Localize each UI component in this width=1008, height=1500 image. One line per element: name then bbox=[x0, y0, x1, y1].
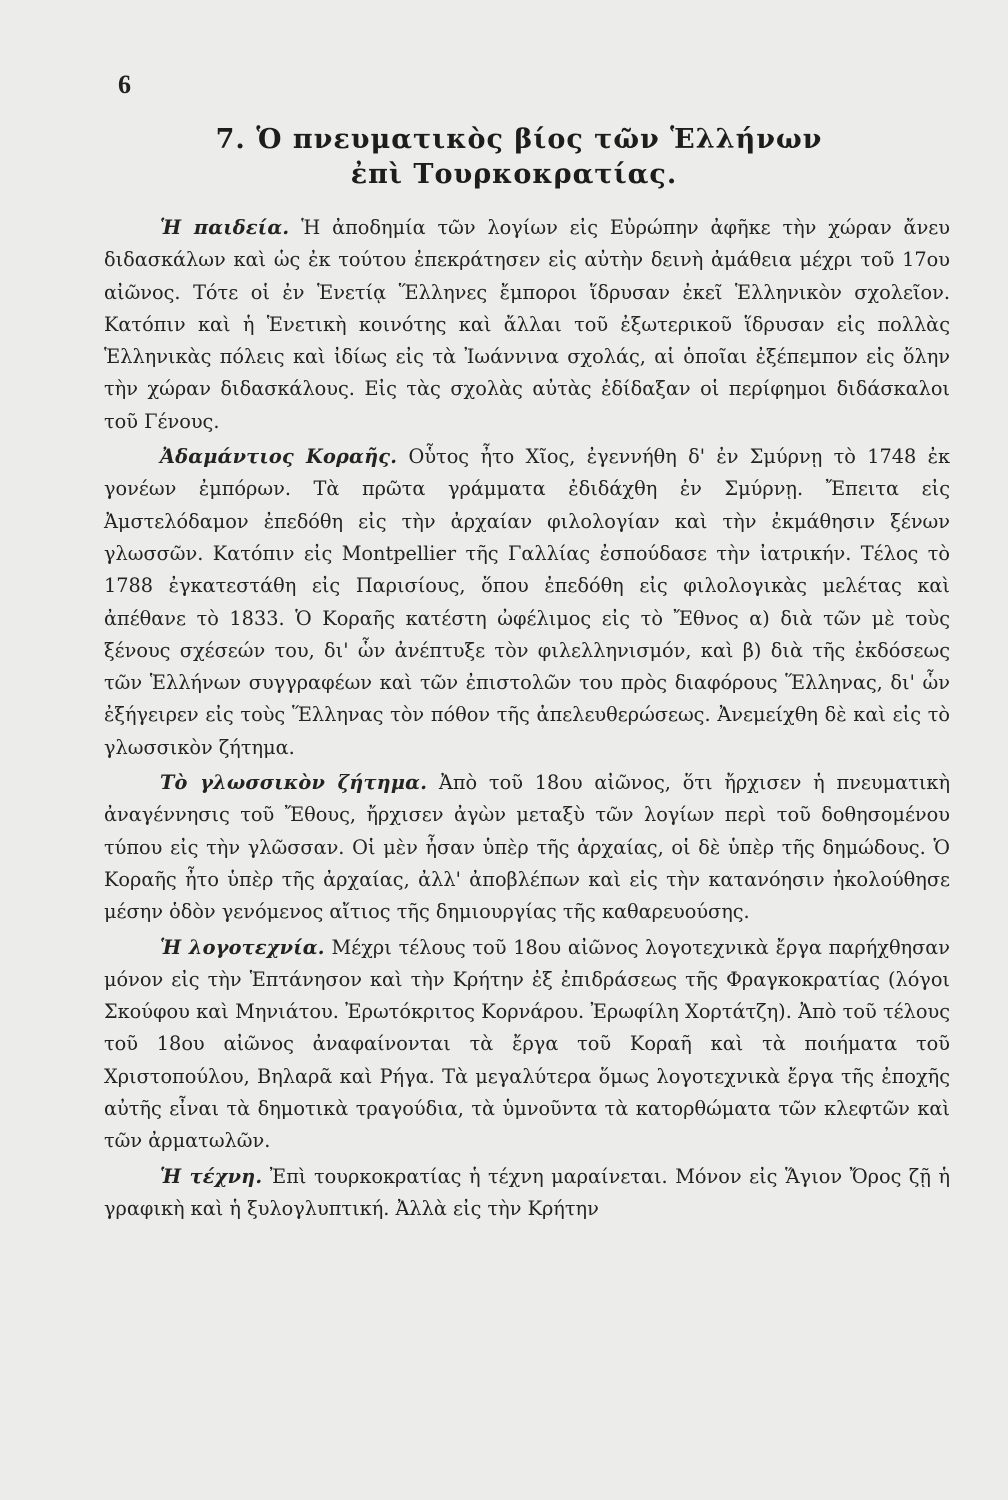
paragraph-text: Οὗτος ἦτο Χῖος, ἐγεννήθη δ' ἐν Σμύρνῃ τὸ 1748 ἐκ γονέων ἐμπόρων. Τὰ πρῶτα γράμματα ἐδιδάχθη ἐν Σμύρνῃ. Ἔπειτα εἰς Ἀμστελόδαμον ἐπεδόθη εἰς τὴν ἀρχαίαν φιλολογίαν καὶ τὴν ἐκμάθησιν ξένων γλωσσῶν. Κατόπιν εἰς Montpellier τῆς Γαλλίας ἐσπούδασε τὴν ἰατρικήν. Τέλος τὸ 1788 ἐγκατεστάθη εἰς Παρισίους, ὅπου ἐπεδόθη εἰς φιλολογικὰς μελέτας καὶ ἀπέθανε τὸ 1833. Ὁ Κοραῆς κατέστη ὠφέλιμος εἰς τὸ Ἔθνος α) διὰ τῶν μὲ τοὺς ξένους σχέσεών του, δι' ὧν ἀνέπτυξε τὸν φιλελληνισμόν, καὶ β) διὰ τῆς ἐκδόσεως τῶν Ἑλλήνων συγγραφέων καὶ τῶν ἐπιστολῶν του πρὸς διαφόρους Ἕλληνας, δι' ὧν ἐξήγειρεν εἰς τοὺς Ἕλληνας τὸν πόθον τῆς ἀπελευθερώσεως. Ἀνεμείχθη δὲ καὶ εἰς τὸ γλωσσικὸν ζήτημα. bbox=[104, 445, 950, 759]
section-heading bbox=[0, 124, 1008, 190]
paragraph-lead: Ἡ λογοτεχνία. bbox=[160, 935, 325, 959]
heading-line-1: 7. Ὁ πνευματικὸς βίος τῶν Ἑλλήνων bbox=[215, 124, 823, 155]
paragraph-lead: Τὸ γλωσσικὸν ζήτημα. bbox=[160, 771, 428, 795]
paragraph-art bbox=[104, 1161, 950, 1226]
paragraph-lead: Ἡ παιδεία. bbox=[160, 216, 290, 239]
body-text bbox=[104, 212, 950, 1225]
heading-line-2: ἐπὶ Τουρκοκρατίας. bbox=[350, 159, 678, 190]
paragraph-language-question bbox=[104, 767, 950, 928]
paragraph-education bbox=[104, 212, 950, 438]
paragraph-korais bbox=[104, 441, 950, 764]
paragraph-text: Ἀπὸ τοῦ 18ου αἰῶνος, ὅτι ἤρχισεν ἡ πνευματικὴ ἀναγέννησις τοῦ Ἔθους, ἤρχισεν ἀγὼν μεταξὺ τῶν λογίων περὶ τοῦ δοθησομένου τύπου εἰς τὴν γλῶσσαν. Οἱ μὲν ἦσαν ὑπὲρ τῆς ἀρχαίας, οἱ δὲ ὑπὲρ τῆς δημώδους. Ὁ Κοραῆς ἦτο ὑπὲρ τῆς ἀρχαίας, ἀλλ' ἀποβλέπων καὶ εἰς τὴν κατανόησιν ἠκολούθησε μέσην ὁδὸν γενόμενος αἴτιος τῆς δημιουργίας τῆς καθαρευούσης. bbox=[104, 771, 950, 924]
paragraph-lead: Ἡ τέχνη. bbox=[160, 1164, 263, 1188]
page-number: 6 bbox=[118, 70, 131, 99]
paragraph-lead: Ἀδαμάντιος Κοραῆς. bbox=[160, 445, 398, 469]
paragraph-text: Ἐπὶ τουρκοκρατίας ἡ τέχνη μαραίνεται. Μόνον εἰς Ἅγιον Ὄρος ζῇ ἡ γραφικὴ καὶ ἡ ξυλογλυπτική. Ἀλλὰ εἰς τὴν Κρήτην bbox=[104, 1164, 950, 1220]
paragraph-text: Ἡ ἀποδημία τῶν λογίων εἰς Εὐρώπην ἀφῆκε τὴν χώραν ἄνευ διδασκάλων καὶ ὡς ἐκ τούτου ἐπεκράτησεν εἰς αὐτὴν δεινὴ ἀμάθεια μέχρι τοῦ 17ου αἰῶνος. Τότε οἱ ἐν Ἑνετίᾳ Ἕλληνες ἔμποροι ἵδρυσαν ἐκεῖ Ἑλληνικὸν σχολεῖον. Κατόπιν καὶ ἡ Ἑνετικὴ κοινότης καὶ ἄλλαι τοῦ ἐξωτερικοῦ ἵδρυσαν εἰς πολλὰς Ἑλληνικὰς πόλεις καὶ ἰδίως εἰς τὰ Ἰωάννινα σχολάς, αἱ ὁποῖαι ἐξέπεμπον εἰς ὅλην τὴν χώραν διδασκάλους. Εἰς τὰς σχολὰς αὐτὰς ἐδίδαξαν οἱ περίφημοι διδάσκαλοι τοῦ Γένους. bbox=[104, 216, 951, 433]
paragraph-literature bbox=[104, 932, 950, 1158]
paragraph-text: Μέχρι τέλους τοῦ 18ου αἰῶνος λογοτεχνικὰ ἔργα παρήχθησαν μόνον εἰς τὴν Ἑπτάνησον καὶ τὴν Κρήτην ἐξ ἐπιδράσεως τῆς Φραγκοκρατίας (λόγοι Σκούφου καὶ Μηνιάτου. Ἐρωτόκριτος Κορνάρου. Ἐρωφίλη Χορτάτζη). Ἀπὸ τοῦ τέλους τοῦ 18ου αἰῶνος ἀναφαίνονται τὰ ἔργα τοῦ Κοραῆ καὶ τὰ ποιήματα τοῦ Χριστοπούλου, Βηλαρᾶ καὶ Ρήγα. Τὰ μεγαλύτερα ὅμως λογοτεχνικὰ ἔργα τῆς ἐποχῆς αὐτῆς εἶναι τὰ δημοτικὰ τραγούδια, τὰ ὑμνοῦντα τὰ κατορθώματα τῶν κλεφτῶν καὶ τῶν ἀρματωλῶν. bbox=[104, 935, 951, 1153]
